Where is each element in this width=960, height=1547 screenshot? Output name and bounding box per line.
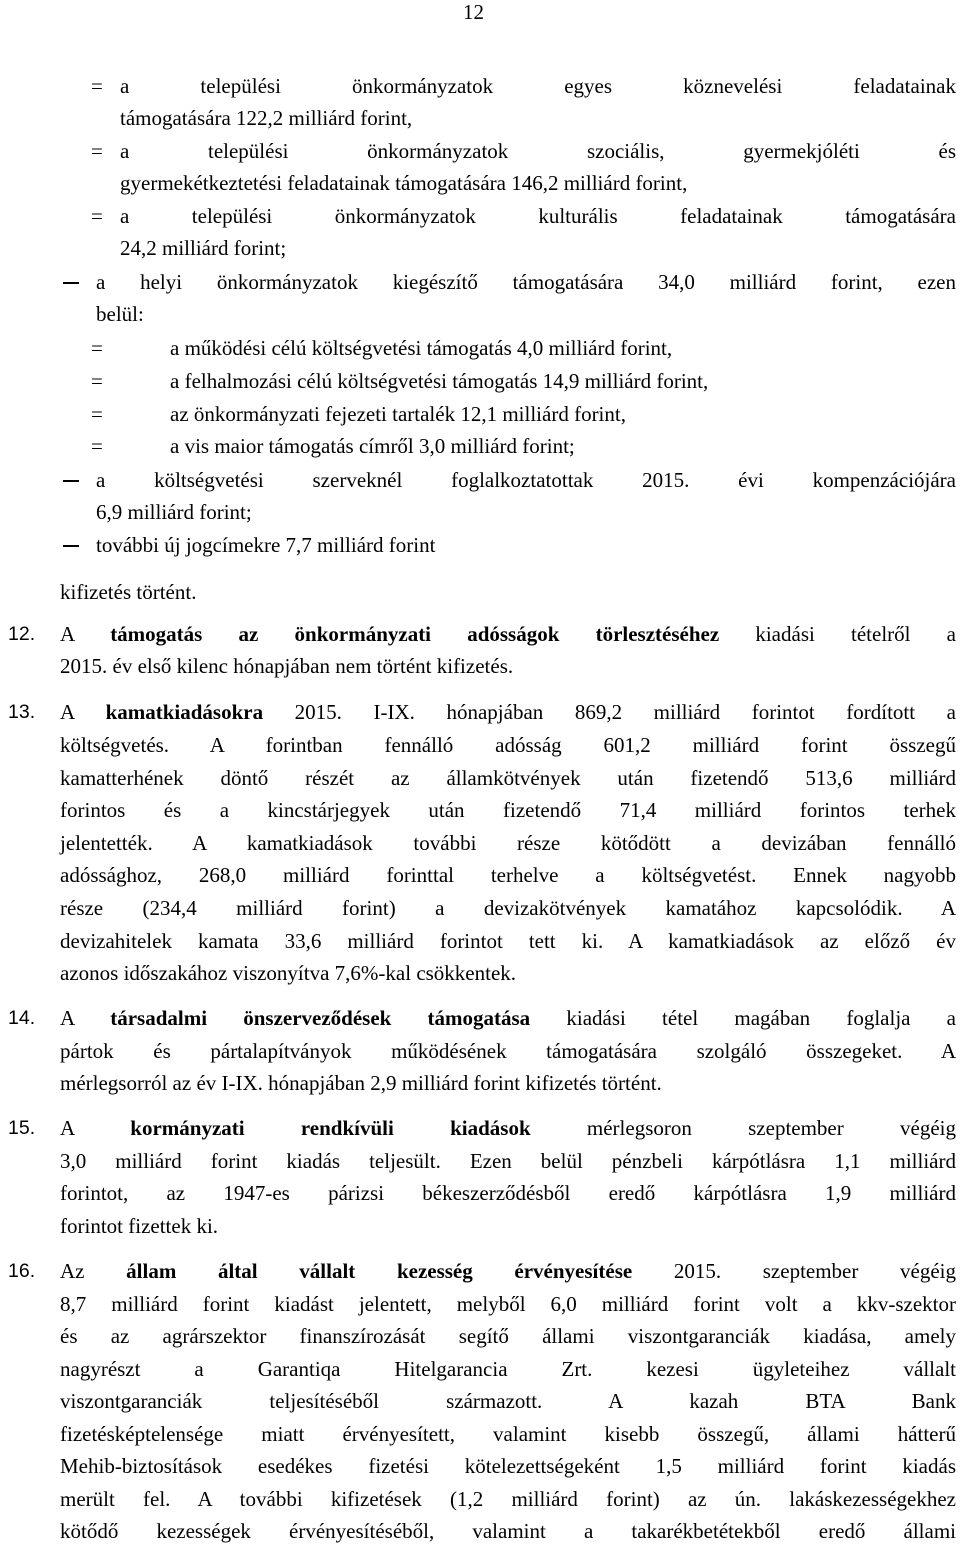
list-item-text: további új jogcímekre 7,7 milliárd forint <box>96 533 436 557</box>
section-text: költségvetés. A forintban fennálló adósság 601,2 milliárd forint összegű <box>60 733 956 757</box>
section-text: forintot, az 1947-es párizsi békeszerződésből eredő kárpótlásra 1,9 milliárd <box>60 1181 956 1205</box>
list-item-text: a települési önkormányzatok kulturális feladatainak támogatására <box>120 204 956 228</box>
list-marker: = <box>91 402 103 426</box>
list-marker: = <box>91 204 103 228</box>
list-marker: = <box>91 434 103 458</box>
section-text: A kormányzati rendkívüli kiadások mérlegsoron szeptember végéig <box>60 1116 956 1140</box>
section-text: pártok és pártalapítványok működésének támogatására szolgáló összegeket. A <box>60 1039 956 1063</box>
section-text: mérlegsorról az év I-IX. hónapjában 2,9 milliárd forint kifizetés történt. <box>60 1071 662 1095</box>
list-item-text: a költségvetési szerveknél foglalkoztatottak 2015. évi kompenzációjára <box>96 468 956 492</box>
section-text: fizetésképtelensége miatt érvényesített, valamint kisebb összegű, állami hátterű <box>60 1422 956 1446</box>
section-text: A támogatás az önkormányzati adósságok törlesztéséhez kiadási tételről a <box>60 622 956 646</box>
list-marker: = <box>91 336 103 360</box>
section-text: 3,0 milliárd forint kiadás teljesült. Ezen belül pénzbeli kárpótlásra 1,1 milliárd <box>60 1149 956 1173</box>
list-item-text: a vis maior támogatás címről 3,0 milliárd forint; <box>170 434 575 458</box>
page-number: 12 <box>463 0 484 24</box>
section-text: A kamatkiadásokra 2015. I-IX. hónapjában 869,2 milliárd forintot fordított a <box>60 700 956 724</box>
section-text: jelentették. A kamatkiadások további része kötődött a devizában fennálló <box>60 831 956 855</box>
list-item-text: 24,2 milliárd forint; <box>120 236 287 260</box>
section-text: kamatterhének döntő részét az államkötvények után fizetendő 513,6 milliárd <box>60 766 956 790</box>
list-item-text: belül: <box>96 302 144 326</box>
section-text: Mehib-biztosítások esedékes fizetési kötelezettségeként 1,5 milliárd forint kiadás <box>60 1454 956 1478</box>
section-text: forintos és a kincstárjegyek után fizetendő 71,4 milliárd forintos terhek <box>60 798 956 822</box>
list-item-text: az önkormányzati fejezeti tartalék 12,1 milliárd forint, <box>170 402 626 426</box>
list-item-text: támogatására 122,2 milliárd forint, <box>120 106 413 130</box>
list-marker: = <box>91 139 103 163</box>
section-text: adóssághoz, 268,0 milliárd forinttal terhelve a költségvetést. Ennek nagyobb <box>60 863 956 887</box>
list-item-text: a települési önkormányzatok egyes köznevelési feladatainak <box>120 74 956 98</box>
section-number: 13. <box>8 701 36 723</box>
section-number: 12. <box>8 623 36 645</box>
section-text: A társadalmi önszerveződések támogatása kiadási tétel magában foglalja a <box>60 1006 956 1030</box>
section-text: kötődő kezességek érvényesítéséből, valamint a takarékbetétekből eredő állami <box>60 1519 956 1543</box>
section-text: Az állam által vállalt kezesség érvényesítése 2015. szeptember végéig <box>60 1259 956 1283</box>
closing-text: kifizetés történt. <box>60 580 197 604</box>
section-text: és az agrárszektor finanszírozását segítő állami viszontgaranciák kiadása, amely <box>60 1324 956 1348</box>
section-text: 2015. év első kilenc hónapjában nem történt kifizetés. <box>60 654 514 678</box>
list-item-text: 6,9 milliárd forint; <box>96 500 252 524</box>
dash-bullet <box>63 480 79 482</box>
section-text: merült fel. A további kifizetések (1,2 milliárd forint) az ún. lakáskezességekhez <box>60 1487 956 1511</box>
section-text: azonos időszakához viszonyítva 7,6%-kal csökkentek. <box>60 961 517 985</box>
dash-bullet <box>63 545 79 547</box>
section-number: 16. <box>8 1260 36 1282</box>
section-text: része (234,4 milliárd forint) a devizakötvények kamatához kapcsolódik. A <box>60 896 956 920</box>
list-item-text: a helyi önkormányzatok kiegészítő támogatására 34,0 milliárd forint, ezen <box>96 270 956 294</box>
list-marker: = <box>91 74 103 98</box>
section-number: 14. <box>8 1007 36 1029</box>
list-item-text: gyermekétkeztetési feladatainak támogatására 146,2 milliárd forint, <box>120 171 688 195</box>
list-item-text: a működési célú költségvetési támogatás 4,0 milliárd forint, <box>170 336 673 360</box>
section-text: viszontgaranciák teljesítéséből származott. A kazah BTA Bank <box>60 1389 956 1413</box>
list-item-text: a felhalmozási célú költségvetési támogatás 14,9 milliárd forint, <box>170 369 709 393</box>
section-text: forintot fizettek ki. <box>60 1214 219 1238</box>
list-marker: = <box>91 369 103 393</box>
section-number: 15. <box>8 1117 36 1139</box>
section-text: nagyrészt a Garantiqa Hitelgarancia Zrt. kezesi ügyleteihez vállalt <box>60 1357 956 1381</box>
list-item-text: a települési önkormányzatok szociális, gyermekjóléti és <box>120 139 956 163</box>
dash-bullet <box>63 282 79 284</box>
section-text: 8,7 milliárd forint kiadást jelentett, melyből 6,0 milliárd forint volt a kkv-szektor <box>60 1292 956 1316</box>
section-text: devizahitelek kamata 33,6 milliárd forintot tett ki. A kamatkiadások az előző év <box>60 929 956 953</box>
